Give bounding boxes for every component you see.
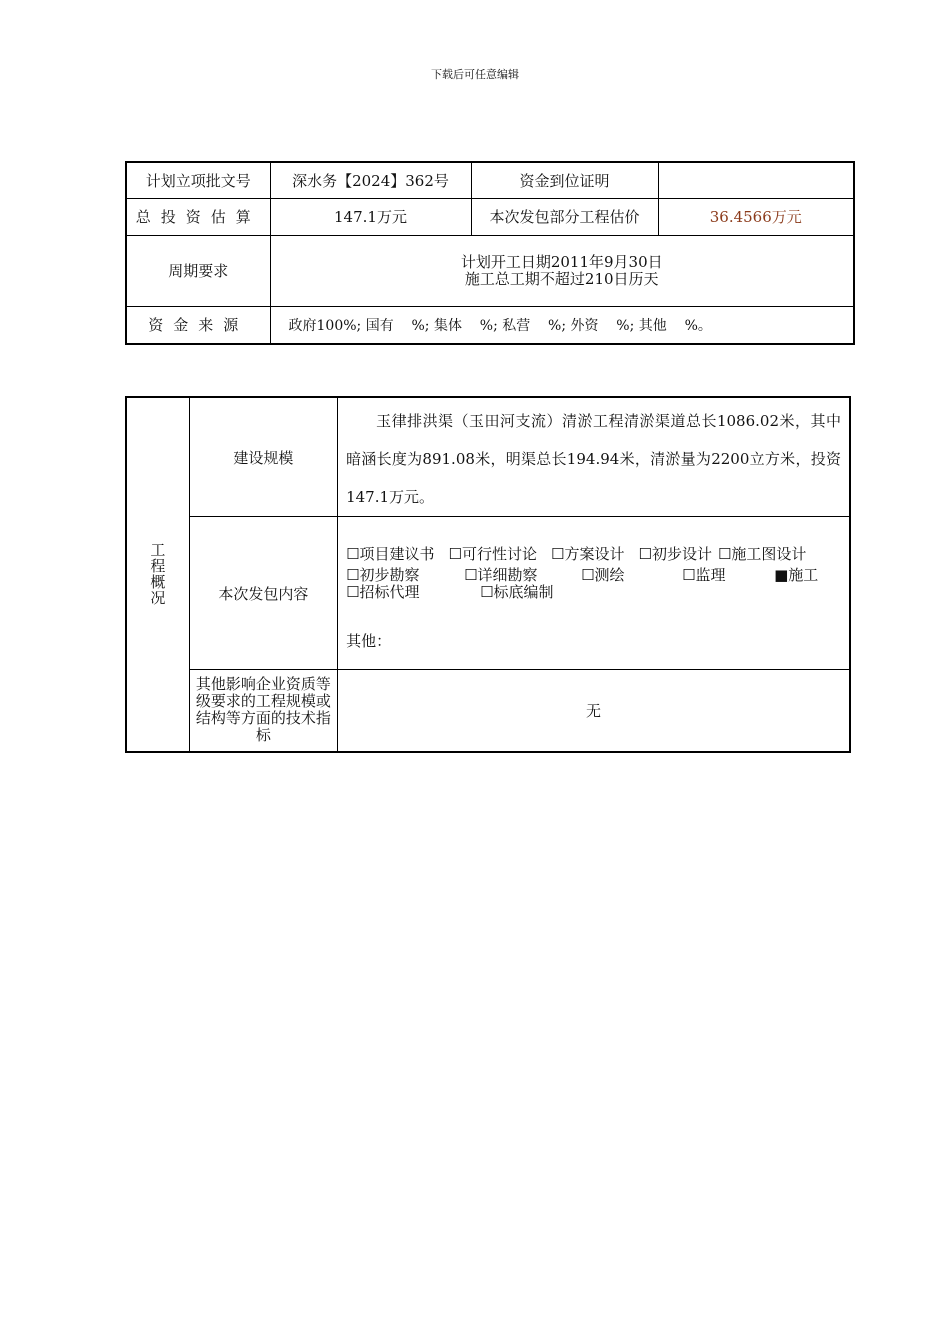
other-tech-label: 其他影响企业资质等级要求的工程规模或结构等方面的技术指标: [189, 670, 337, 752]
option-label: 方案设计: [564, 544, 625, 563]
checkbox-icon: ☐: [448, 544, 462, 563]
scale-label: 建设规模: [189, 397, 337, 517]
approval-value: 深水务【2024】362号: [270, 162, 471, 198]
source-label: 资金来源: [126, 306, 270, 344]
other-tech-value: 无: [338, 670, 850, 752]
overview-label: 工程概况: [150, 541, 166, 608]
option-construction[interactable]: [774, 567, 818, 584]
options-row-3: [346, 584, 841, 601]
checkbox-icon: ☐: [346, 565, 360, 584]
option-detailed-survey[interactable]: [464, 567, 581, 584]
overview-label-cell: [126, 397, 189, 752]
option-proposal[interactable]: [346, 539, 434, 569]
checkbox-icon: ☐: [717, 544, 732, 563]
option-label: 测绘: [594, 565, 625, 584]
checkbox-icon: ☐: [464, 565, 478, 584]
period-label: 周期要求: [126, 235, 270, 306]
other-content: 其他：: [346, 631, 392, 650]
total-invest-label: 总投资估算: [126, 198, 270, 235]
checkbox-icon: ☐: [346, 582, 360, 601]
checkbox-icon: ☐: [551, 544, 565, 563]
option-label: 项目建议书: [359, 544, 435, 563]
scale-description: 玉律排洪渠（玉田河支流）清淤工程清淤渠道总长1086.02米，其中暗涵长度为891.08米，明渠总长194.94米，清淤量为2200立方米，投资147.1万元。: [346, 412, 841, 506]
option-label: 详细勘察: [477, 565, 538, 584]
checkbox-icon: ☐: [581, 565, 595, 584]
content-options: [338, 517, 850, 670]
option-supervision[interactable]: [682, 567, 774, 584]
funds-proof-label: 资金到位证明: [471, 162, 658, 198]
period-start: 计划开工日期2011年9月30日: [460, 252, 663, 271]
checkbox-icon: ☐: [638, 544, 652, 563]
package-estimate-value: 36.4566万元: [658, 198, 854, 235]
option-label: 招标代理: [359, 582, 420, 601]
period-value: [270, 235, 854, 306]
scale-text: [338, 397, 850, 517]
project-overview-table: [125, 396, 851, 753]
option-label: 监理: [695, 565, 726, 584]
option-scheme-design[interactable]: [551, 539, 624, 569]
option-label: 可行性讨论: [462, 544, 538, 563]
option-preliminary-survey[interactable]: [346, 567, 464, 584]
option-preliminary-design[interactable]: [638, 539, 711, 569]
project-info-table: [125, 161, 855, 345]
package-estimate-label: 本次发包部分工程估价: [471, 198, 658, 235]
total-invest-value: 147.1万元: [270, 198, 471, 235]
header-note: 下载后可任意编辑: [431, 68, 519, 81]
source-value: 政府100%; 国有 %; 集体 %; 私营 %; 外资 %; 其他 %。: [270, 306, 854, 344]
checkbox-icon: ☐: [480, 582, 494, 601]
option-bidding-agent[interactable]: [346, 584, 480, 601]
period-duration: 施工总工期不超过210日历天: [464, 269, 659, 288]
option-label: 初步设计: [651, 544, 712, 563]
checkbox-icon: ☐: [682, 565, 696, 584]
funds-proof-value: [658, 162, 854, 198]
option-construction-drawing[interactable]: [718, 545, 806, 563]
option-label: 标底编制: [493, 582, 554, 601]
option-label: 施工图设计: [731, 544, 807, 563]
option-label: 初步勘察: [359, 565, 420, 584]
content-label: 本次发包内容: [189, 517, 337, 670]
options-row-2: [346, 567, 841, 584]
option-base-price[interactable]: [480, 584, 553, 601]
option-label: 施工: [788, 565, 819, 584]
options-row-1: [346, 537, 841, 569]
option-feasibility[interactable]: [449, 539, 537, 569]
checked-box-icon: ■: [774, 565, 789, 584]
checkbox-icon: ☐: [346, 544, 360, 563]
approval-label: 计划立项批文号: [126, 162, 270, 198]
option-mapping[interactable]: [581, 567, 682, 584]
